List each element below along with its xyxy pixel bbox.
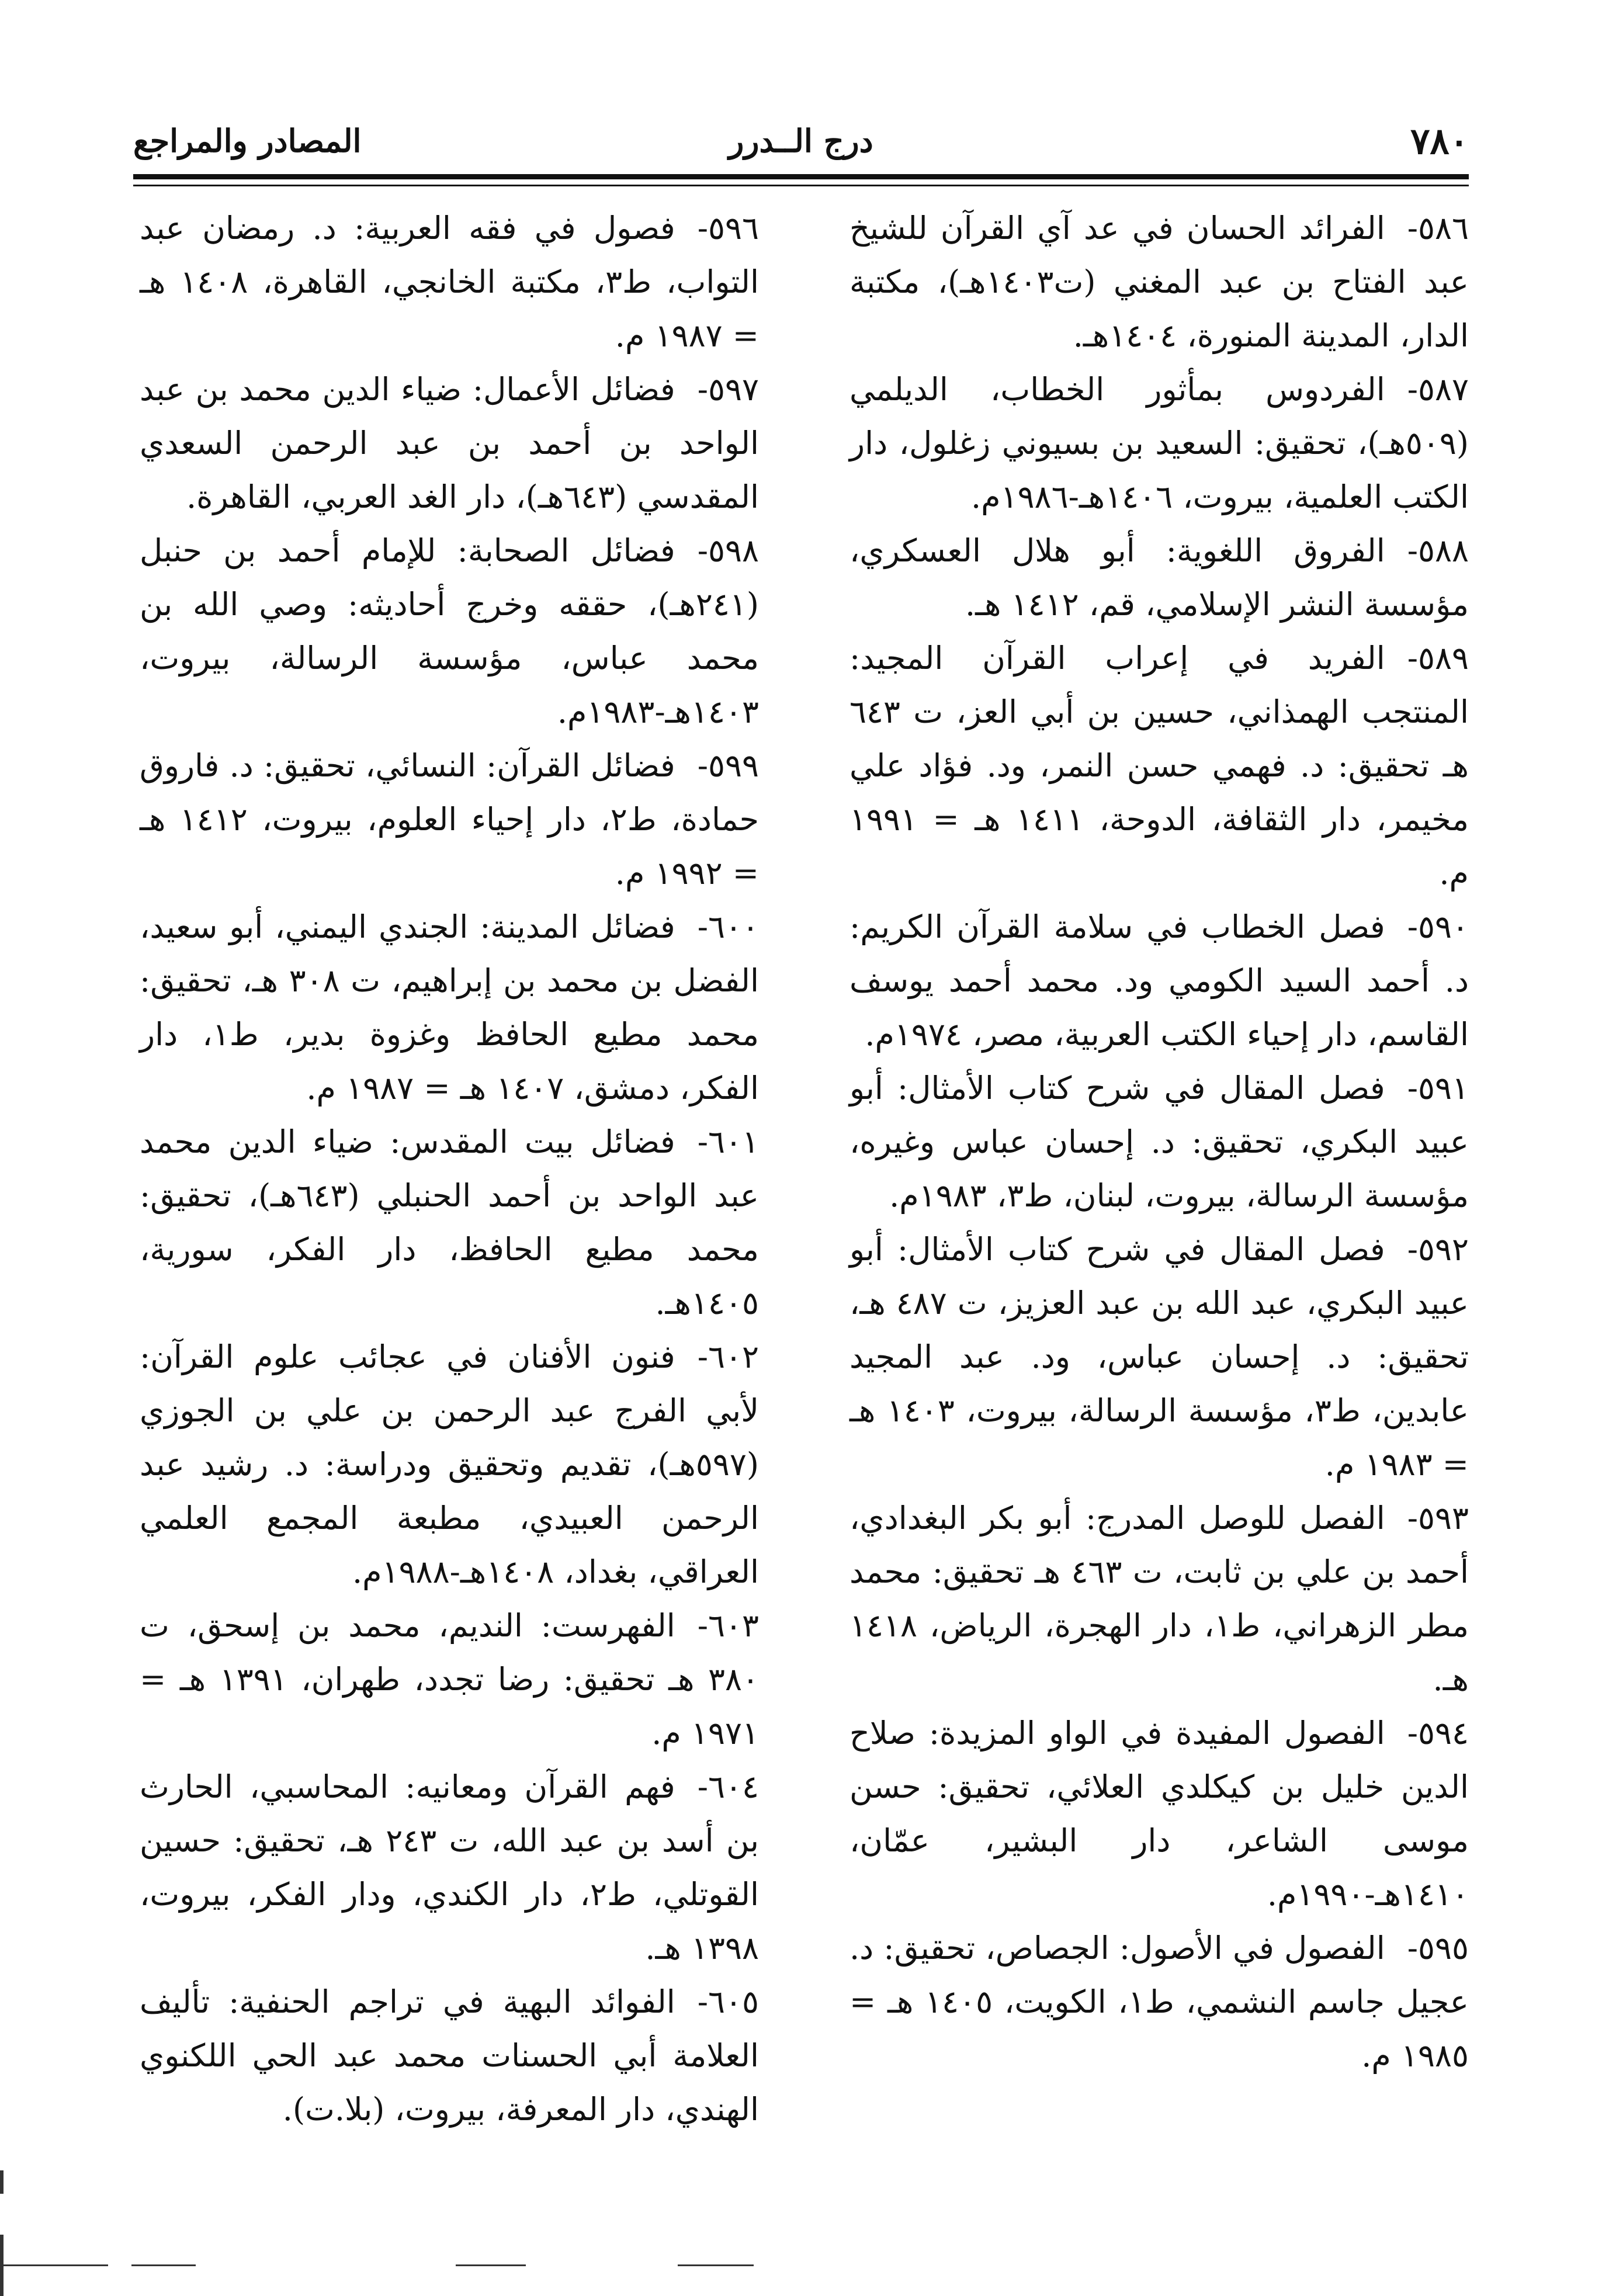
header-rule-thick bbox=[133, 174, 1469, 179]
reference-entry bbox=[849, 1223, 1469, 1492]
reference-entry bbox=[140, 739, 759, 900]
entry-text: الفرائد الحسان في عد آي القرآن للشيخ عبد الفتاح بن عبد المغني (ت١٤٠٣هـ)، مكتبة الدار، المدينة المنورة، ١٤٠٤هـ. bbox=[849, 210, 1469, 354]
reference-entry bbox=[849, 632, 1469, 900]
entry-text: فضائل المدينة: الجندي اليمني، أبو سعيد، الفضل بن محمد بن إبراهيم، ت ٣٠٨ هـ، تحقيق: محمد مطيع الحافظ وغزوة بدير، ط١، دار الفكر، دمشق، ١٤٠٧ هـ = ١٩٨٧ م. bbox=[140, 908, 759, 1107]
entry-text: الفصول في الأصول: الجصاص، تحقيق: د. عجيل جاسم النشمي، ط١، الكويت، ١٤٠٥ هـ = ١٩٨٥ م. bbox=[849, 1930, 1469, 2074]
entry-number: ٥٨٨- bbox=[1407, 532, 1469, 569]
entry-number: ٥٩٢- bbox=[1407, 1231, 1469, 1268]
reference-entry bbox=[849, 202, 1469, 363]
entry-number: ٥٩١- bbox=[1407, 1070, 1469, 1107]
entry-number: ٥٩٣- bbox=[1407, 1500, 1469, 1537]
reference-entry bbox=[849, 363, 1469, 524]
reference-entry bbox=[140, 1115, 759, 1330]
reference-entry bbox=[849, 524, 1469, 632]
entry-text: فصل المقال في شرح كتاب الأمثال: أبو عبيد البكري، عبد الله بن عبد العزيز، ت ٤٨٧ هـ، تحقيق: د. إحسان عباس، ود. عبد المجيد عابدين، ط٣، مؤسسة الرسالة، بيروت، ١٤٠٣ هـ = ١٩٨٣ م. bbox=[849, 1231, 1469, 1483]
entry-number: ٥٨٦- bbox=[1407, 210, 1469, 247]
reference-entry bbox=[849, 1707, 1469, 1922]
reference-entry bbox=[849, 900, 1469, 1062]
reference-entry bbox=[140, 524, 759, 739]
entry-number: ٦٠٣- bbox=[697, 1607, 759, 1644]
reference-entry bbox=[849, 1922, 1469, 2083]
entry-number: ٥٩٥- bbox=[1407, 1930, 1469, 1966]
scan-edge-line bbox=[678, 2264, 754, 2266]
right-column bbox=[849, 202, 1469, 2083]
entry-number: ٥٩٠- bbox=[1407, 908, 1469, 945]
entry-text: الفصل للوصل المدرج: أبو بكر البغدادي، أحمد بن علي بن ثابت، ت ٤٦٣ هـ تحقيق: محمد مطر الزهراني، ط١، دار الهجرة، الرياض، ١٤١٨ هـ. bbox=[849, 1500, 1469, 1698]
scan-edge-mark bbox=[0, 2235, 4, 2296]
entry-text: فضائل الصحابة: للإمام أحمد بن حنبل (٢٤١هـ)، حققه وخرج أحاديثه: وصي الله بن محمد عباس، مؤسسة الرسالة، بيروت، ١٤٠٣هـ-١٩٨٣م. bbox=[140, 532, 759, 730]
entry-text: فصول في فقه العربية: د. رمضان عبد التواب، ط٣، مكتبة الخانجي، القاهرة، ١٤٠٨ هـ = ١٩٨٧ م. bbox=[140, 210, 759, 354]
entry-number: ٦٠٠- bbox=[697, 908, 759, 945]
reference-entry bbox=[140, 1760, 759, 1975]
reference-entry bbox=[140, 1599, 759, 1760]
entry-number: ٥٩٤- bbox=[1407, 1715, 1469, 1752]
entry-text: فصل الخطاب في سلامة القرآن الكريم: د. أحمد السيد الكومي ود. محمد أحمد يوسف القاسم، دار إحياء الكتب العربية، مصر، ١٩٧٤م. bbox=[849, 908, 1469, 1053]
header-rule-thin bbox=[133, 185, 1469, 186]
left-column bbox=[140, 202, 759, 2137]
entry-text: فهم القرآن ومعانيه: المحاسبي، الحارث بن أسد بن عبد الله، ت ٢٤٣ هـ، تحقيق: حسين القوتلي، ط٢، دار الكندي، ودار الفكر، بيروت، ١٣٩٨ هـ. bbox=[140, 1768, 760, 1966]
entry-number: ٥٩٩- bbox=[697, 747, 759, 784]
reference-entry bbox=[140, 900, 759, 1115]
entry-text: فضائل بيت المقدس: ضياء الدين محمد عبد الواحد بن أحمد الحنبلي (٦٤٣هـ)، تحقيق: محمد مطيع الحافظ، دار الفكر، سورية، ١٤٠٥هـ. bbox=[140, 1123, 759, 1322]
scan-edge-mark bbox=[0, 2170, 4, 2194]
page-number: ٧٨٠ bbox=[1410, 120, 1469, 162]
entry-text: فضائل الأعمال: ضياء الدين محمد بن عبد الواحد بن أحمد بن عبد الرحمن السعدي المقدسي (٦٤٣هـ)، دار الغد العربي، القاهرة. bbox=[140, 371, 759, 515]
entry-text: فصل المقال في شرح كتاب الأمثال: أبو عبيد البكري، تحقيق: د. إحسان عباس وغيره، مؤسسة الرسالة، بيروت، لبنان، ط٣، ١٩٨٣م. bbox=[849, 1070, 1469, 1214]
entry-text: الفوائد البهية في تراجم الحنفية: تأليف العلامة أبي الحسنات محمد عبد الحي اللكنوي الهندي، دار المعرفة، بيروت، (بلا.ت). bbox=[140, 1983, 759, 2128]
reference-entry bbox=[140, 1330, 759, 1599]
entry-number: ٥٨٧- bbox=[1407, 371, 1469, 408]
entry-text: فنون الأفنان في عجائب علوم القرآن: لأبي الفرج عبد الرحمن بن علي بن الجوزي (٥٩٧هـ)، تقديم وتحقيق ودراسة: د. رشيد عبد الرحمن العبيدي، مطبعة المجمع العلمي العراقي، بغداد، ١٤٠٨هـ-١٩٨٨م. bbox=[140, 1338, 759, 1590]
scan-edge-line bbox=[456, 2264, 526, 2266]
entry-number: ٦٠١- bbox=[697, 1123, 759, 1160]
entry-number: ٦٠٢- bbox=[697, 1338, 759, 1375]
entry-number: ٦٠٤- bbox=[697, 1768, 759, 1805]
entry-number: ٥٩٨- bbox=[697, 532, 759, 569]
reference-entry bbox=[140, 363, 759, 524]
entry-text: الفهرست: النديم، محمد بن إسحق، ت ٣٨٠ هـ تحقيق: رضا تجدد، طهران، ١٣٩١ هـ = ١٩٧١ م. bbox=[140, 1607, 759, 1752]
reference-entry bbox=[140, 202, 759, 363]
entry-text: الفروق اللغوية: أبو هلال العسكري، مؤسسة النشر الإسلامي، قم، ١٤١٢ هـ. bbox=[849, 532, 1469, 623]
entry-number: ٦٠٥- bbox=[697, 1983, 759, 2020]
section-title: المصادر والمراجع bbox=[133, 122, 362, 159]
entry-number: ٥٨٩- bbox=[1407, 640, 1469, 677]
book-title: درج الــدرر bbox=[729, 122, 873, 159]
entry-text: الفردوس بمأثور الخطاب، الديلمي (٥٠٩هـ)، تحقيق: السعيد بن بسيوني زغلول، دار الكتب العلمية، بيروت، ١٤٠٦هـ-١٩٨٦م. bbox=[849, 371, 1469, 515]
scan-edge-line bbox=[131, 2264, 196, 2266]
entry-text: الفصول المفيدة في الواو المزيدة: صلاح الدين خليل بن كيكلدي العلائي، تحقيق: حسن موسى الشاعر، دار البشير، عمّان، ١٤١٠هـ-١٩٩٠م. bbox=[849, 1715, 1469, 1913]
scan-edge-line bbox=[0, 2264, 108, 2266]
entry-number: ٥٩٧- bbox=[697, 371, 759, 408]
entry-number: ٥٩٦- bbox=[697, 210, 759, 247]
entry-text: فضائل القرآن: النسائي، تحقيق: د. فاروق حمادة، ط٢، دار إحياء العلوم، بيروت، ١٤١٢ هـ = ١٩٩٢ م. bbox=[140, 747, 759, 892]
entry-text: الفريد في إعراب القرآن المجيد: المنتجب الهمذاني، حسين بن أبي العز، ت ٦٤٣ هـ تحقيق: د. فهمي حسن النمر، ود. فؤاد علي مخيمر، دار الثقافة، الدوحة، ١٤١١ هـ = ١٩٩١ م. bbox=[849, 640, 1469, 892]
reference-entry bbox=[849, 1492, 1469, 1707]
reference-entry bbox=[140, 1975, 759, 2137]
reference-entry bbox=[849, 1062, 1469, 1223]
running-header bbox=[133, 120, 1469, 169]
